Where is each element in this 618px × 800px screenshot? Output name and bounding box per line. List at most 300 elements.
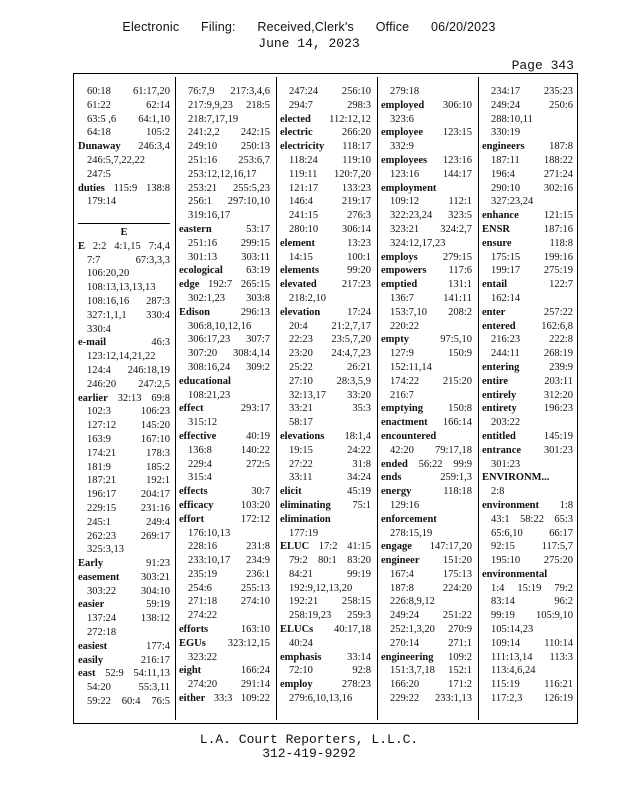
index-term: elevation [280, 306, 321, 318]
page-line-ref: 249:4 [146, 516, 170, 528]
index-entry [78, 667, 170, 681]
court-reporter-name: L.A. Court Reporters, L.L.C. [199, 732, 419, 747]
transcript-date: June 14, 2023 [258, 36, 360, 51]
page-line-ref: 304:10 [140, 585, 170, 597]
page-line-ref: 217:23 [341, 279, 371, 291]
page-line-ref: 306:14 [341, 223, 371, 235]
index-continuation [482, 664, 573, 678]
page-line-ref: 274:10 [240, 596, 270, 608]
page-line-ref: 229:15 [87, 502, 117, 514]
page-line-ref: 319:16,17 [188, 210, 231, 222]
index-term: elements [280, 265, 320, 277]
page-line-ref: 151:3,7,18 [390, 665, 435, 677]
page-line-ref: 276:3 [347, 210, 371, 222]
index-term: effect [179, 403, 204, 415]
page-line-ref: 247:5 [87, 168, 111, 180]
page-line-ref: 150:8 [448, 403, 472, 415]
page-line-ref: 235:23 [543, 86, 573, 97]
page-line-ref: 75:1 [352, 499, 371, 511]
index-entry [179, 664, 270, 678]
page-line-ref: 109:22 [240, 693, 270, 705]
column-rule [175, 77, 176, 720]
page-line-ref: 147:17,20 [429, 541, 472, 553]
page-line-ref: 63:19 [246, 265, 270, 277]
page-line-ref: 41:15 [347, 541, 371, 553]
index-term: employed [381, 99, 425, 111]
page-line-ref: 33:20 [347, 389, 371, 401]
index-term: element [280, 237, 315, 249]
index-continuation [381, 499, 472, 513]
index-term: electric [280, 127, 313, 139]
page-line-ref: 163:10 [240, 624, 270, 636]
page-line-ref: 64:18 [87, 127, 111, 139]
index-entry [179, 513, 270, 527]
index-entry [482, 223, 573, 237]
page-line-ref: 203:22 [491, 417, 521, 429]
page-line-ref: 33:21 [289, 403, 313, 415]
page-line-ref: 253:12,12,16,17 [188, 168, 257, 180]
page-line-ref: 30:7 [251, 486, 270, 498]
index-entry [280, 430, 371, 444]
index-entry [482, 306, 573, 320]
index-continuation [179, 582, 270, 596]
page-line-ref: 117:5,7 [541, 541, 573, 553]
page-line-ref: 33:11 [289, 472, 313, 484]
index-term: elected [280, 113, 311, 125]
index-term: ends [381, 472, 402, 484]
index-continuation [381, 692, 472, 706]
page-line-ref: 247:2,5 [138, 378, 170, 390]
page-line-ref: 218:7,17,19 [188, 113, 239, 125]
index-term: empty [381, 334, 409, 346]
index-term: educational [179, 375, 231, 387]
page-line-ref: 315:12 [188, 417, 218, 429]
page-line-ref: 60:4 [121, 696, 141, 708]
index-continuation [280, 389, 371, 403]
page-line-ref: 306:10 [442, 99, 472, 111]
page-line-ref: 258:15 [341, 596, 371, 608]
index-continuation [179, 389, 270, 403]
efiling-word: Electronic [122, 20, 180, 34]
page-line-ref: 246:3,4 [138, 141, 170, 153]
page-line-ref: 174:21 [87, 447, 117, 459]
page-line-ref: 62:14 [146, 99, 170, 111]
page-line-ref: 279:6,10,13,16 [289, 693, 353, 705]
page-line-ref: 27:10 [289, 375, 313, 387]
index-continuation [482, 582, 573, 596]
page-line-ref: 325:3,13 [87, 544, 125, 556]
court-reporter-phone: 312-419-9292 [262, 746, 356, 761]
index-term: entirety [482, 403, 517, 415]
page-line-ref: 118:18 [443, 486, 472, 498]
page-line-ref: 24:4,7,23 [331, 348, 371, 360]
index-term: east [78, 668, 96, 680]
index-term: entering [482, 361, 520, 373]
index-entry [482, 237, 573, 251]
index-continuation [482, 126, 573, 140]
index-term: electricity [280, 141, 325, 153]
index-continuation [78, 323, 170, 337]
index-term: efficacy [179, 499, 214, 511]
page-line-ref: 127:12 [87, 420, 117, 432]
page-line-ref: 13:23 [347, 237, 371, 249]
page-line-ref: 174:22 [390, 375, 420, 387]
index-continuation [381, 582, 472, 596]
index-continuation [381, 292, 472, 306]
index-continuation [381, 609, 472, 623]
index-continuation [179, 168, 270, 182]
index-continuation [78, 295, 170, 309]
page-line-ref: 172:12 [240, 513, 270, 525]
page-line-ref: 115:19 [491, 679, 520, 691]
index-entry [482, 320, 573, 334]
index-continuation [179, 85, 270, 99]
index-entry [78, 240, 170, 254]
page-line-ref: 244:11 [491, 348, 520, 360]
page-line-ref: 303:11 [241, 251, 270, 263]
index-entry [381, 540, 472, 554]
index-entry [179, 637, 270, 651]
page-line-ref: 266:20 [341, 127, 371, 139]
index-entry [179, 264, 270, 278]
index-continuation [280, 568, 371, 582]
page-line-ref: 121:15 [543, 210, 573, 222]
page-line-ref: 64:1,10 [138, 113, 170, 125]
page-line-ref: 118:8 [549, 237, 573, 249]
index-term: entrance [482, 444, 522, 456]
page-line-ref: 250:6 [549, 99, 573, 111]
page-line-ref: 226:8,9,12 [390, 596, 435, 608]
page-line-ref: 222:8 [549, 334, 573, 346]
index-continuation [381, 85, 472, 99]
index-entry [179, 692, 270, 706]
index-term: employee [381, 127, 423, 139]
index-entry [179, 485, 270, 499]
index-continuation [482, 292, 573, 306]
page-line-ref: 58:17 [289, 417, 313, 429]
index-continuation [78, 378, 170, 392]
index-continuation [482, 595, 573, 609]
page-line-ref: 17:24 [347, 306, 371, 318]
index-term: efforts [179, 624, 209, 636]
page-line-ref: 79:2 [289, 555, 308, 567]
index-term: environmental [482, 568, 548, 580]
page-line-ref: 259:1,3 [440, 472, 472, 484]
page-line-ref: 72:10 [289, 665, 313, 677]
index-continuation [482, 513, 573, 527]
page-line-ref: 187:16 [543, 223, 573, 235]
page-line-ref: 187:21 [87, 475, 117, 487]
index-entry [482, 499, 573, 513]
index-continuation [78, 113, 170, 127]
page-line-ref: 185:2 [146, 461, 170, 473]
page-line-ref: 315:4 [188, 472, 212, 484]
index-continuation [179, 347, 270, 361]
index-term: ended [381, 458, 408, 470]
page-line-ref: 187:8 [549, 141, 573, 153]
page-line-ref: 188:22 [543, 154, 573, 166]
index-continuation [381, 113, 472, 127]
index-entry [280, 678, 371, 692]
page-line-ref: 26:21 [347, 361, 371, 373]
index-term: effective [179, 430, 217, 442]
page-line-ref: 105:2 [146, 127, 170, 139]
page-line-ref: 216:17 [140, 654, 170, 666]
page-line-ref: 166:24 [240, 665, 270, 677]
index-continuation [78, 585, 170, 599]
index-entry [482, 278, 573, 292]
page-line-ref: 112:1 [448, 196, 472, 208]
page-line-ref: 301:13 [188, 251, 218, 263]
page-line-ref: 126:19 [543, 693, 573, 705]
index-continuation [482, 527, 573, 541]
index-continuation [78, 267, 170, 281]
index-continuation [482, 154, 573, 168]
index-continuation [381, 375, 472, 389]
index-entry [280, 278, 371, 292]
page-line-ref: 293:17 [240, 403, 270, 415]
index-term: effort [179, 513, 205, 525]
page-line-ref: 275:20 [543, 555, 573, 567]
index-entry [280, 264, 371, 278]
page-line-ref: 234:17 [491, 86, 521, 97]
page-line-ref: 253:21 [188, 182, 218, 194]
page-line-ref: 257:22 [543, 306, 573, 318]
page-line-ref: 229:4 [188, 458, 212, 470]
page-line-ref: 224:20 [442, 582, 472, 594]
index-term: ELUC [280, 541, 310, 553]
index-term: energy [381, 486, 412, 498]
index-term: elimination [280, 513, 331, 525]
page-line-ref: 22:23 [289, 334, 313, 346]
index-column-1 [78, 85, 170, 709]
page-line-ref: 270:14 [390, 637, 420, 649]
page-line-ref: 145:19 [543, 430, 573, 442]
page-line-ref: 246:20 [87, 378, 117, 390]
page-line-ref: 265:15 [240, 279, 270, 291]
index-column-3 [280, 85, 371, 706]
page-line-ref: 233:1,13 [434, 693, 472, 705]
index-entry [381, 430, 472, 444]
page-line-ref: 241:15 [289, 210, 319, 222]
page-line-ref: 303:21 [140, 571, 170, 583]
index-continuation [381, 637, 472, 651]
page-line-ref: 203:11 [544, 375, 573, 387]
index-continuation [381, 568, 472, 582]
page-line-ref: 59:22 [87, 696, 111, 708]
page-line-ref: 247:24 [289, 86, 319, 97]
index-term: engage [381, 541, 412, 553]
page-line-ref: 323:22 [188, 651, 218, 663]
index-term: eliminating [280, 499, 331, 511]
page-line-ref: 298:3 [347, 99, 371, 111]
page-line-ref: 254:6 [188, 582, 212, 594]
index-continuation [179, 182, 270, 196]
page-line-ref: 256:10 [341, 86, 371, 97]
index-entry [381, 278, 472, 292]
page-line-ref: 307:20 [188, 348, 218, 360]
page-line-ref: 218:5 [246, 99, 270, 111]
page-line-ref: 291:14 [240, 679, 270, 691]
index-term: employ [280, 679, 313, 691]
page-line-ref: 167:4 [390, 568, 414, 580]
page-line-ref: 306:17,23 [188, 334, 231, 346]
page-line-ref: 83:14 [491, 596, 515, 608]
page-line-ref: 56:22 [418, 458, 443, 470]
index-continuation [179, 126, 270, 140]
page-line-ref: 208:2 [448, 306, 472, 318]
page-line-ref: 252:1,3,20 [390, 624, 435, 636]
index-continuation [482, 251, 573, 265]
page-line-ref: 1:4 [491, 582, 505, 594]
page-line-ref: 54:11,13 [133, 668, 170, 680]
index-continuation [78, 281, 170, 295]
index-continuation [280, 361, 371, 375]
index-continuation [381, 444, 472, 458]
page-line-ref: 175:15 [491, 251, 521, 263]
index-entry [482, 389, 573, 403]
page-line-ref: 199:16 [543, 251, 573, 263]
index-entry [482, 375, 573, 389]
page-line-ref: 272:18 [87, 627, 117, 639]
page-line-ref: 322:23,24 [390, 210, 433, 222]
index-entry [78, 598, 170, 612]
index-continuation [381, 168, 472, 182]
page-line-ref: 288:10,11 [491, 113, 533, 125]
index-term: e-mail [78, 337, 106, 349]
index-term: edge [179, 279, 200, 291]
page-line-ref: 109:12 [390, 196, 420, 208]
page-line-ref: 330:4 [146, 309, 170, 321]
page-line-ref: 323:6 [390, 113, 414, 125]
page-line-ref: 251:16 [188, 154, 218, 166]
page-line-ref: 217:9,9,23 [188, 99, 233, 111]
page-line-ref: 271:24 [543, 168, 573, 180]
page-line-ref: 287:3 [146, 295, 170, 307]
page-line-ref: 46:3 [151, 337, 170, 349]
index-column-4 [381, 85, 472, 706]
index-term: entirely [482, 389, 517, 401]
page-line-ref: 303:22 [87, 585, 117, 597]
page-number: Page 343 [511, 58, 574, 73]
index-term: easiest [78, 640, 108, 652]
page-line-ref: 249:10 [188, 141, 218, 153]
page-line-ref: 192:9,12,13,20 [289, 582, 353, 594]
index-term: earlier [78, 392, 108, 404]
page-line-ref: 137:24 [87, 613, 117, 625]
index-term: elicit [280, 486, 302, 498]
index-entry [381, 264, 472, 278]
page-line-ref: 309:2 [246, 361, 270, 373]
index-term: employs [381, 251, 418, 263]
page-line-ref: 55:3,11 [138, 682, 170, 694]
efiling-word: Filing: [200, 20, 236, 34]
index-continuation [179, 678, 270, 692]
index-continuation [482, 264, 573, 278]
page-line-ref: 242:15 [240, 127, 270, 139]
page-line-ref: 92:8 [352, 665, 371, 677]
index-continuation [78, 85, 170, 99]
index-continuation [179, 444, 270, 458]
index-continuation [179, 154, 270, 168]
page-line-ref: 121:17 [289, 182, 319, 194]
index-continuation [280, 637, 371, 651]
index-continuation [78, 154, 170, 168]
index-continuation [280, 223, 371, 237]
page-line-ref: 45:19 [347, 486, 371, 498]
page-line-ref: 108:21,23 [188, 389, 231, 401]
page-line-ref: 196:23 [543, 403, 573, 415]
page-line-ref: 199:17 [491, 265, 521, 277]
page-line-ref: 324:12,17,23 [390, 237, 446, 249]
efiling-stamp [0, 20, 618, 34]
page-line-ref: 76:7,9 [188, 86, 215, 97]
index-continuation [179, 471, 270, 485]
page-line-ref: 146:4 [289, 196, 313, 208]
index-continuation [179, 361, 270, 375]
page-line-ref: 96:2 [554, 596, 573, 608]
index-entry [179, 375, 270, 389]
index-term: encountered [381, 430, 437, 442]
page-line-ref: 103:20 [240, 499, 270, 511]
page-line-ref: 215:20 [442, 375, 472, 387]
index-continuation [381, 664, 472, 678]
index-entry [179, 402, 270, 416]
index-entry [381, 99, 472, 113]
page-line-ref: 246:18,19 [127, 364, 170, 376]
index-term: elevated [280, 279, 317, 291]
page-line-ref: 136:7 [390, 292, 414, 304]
page-line-ref: 136:8 [188, 444, 212, 456]
page-line-ref: 216:23 [491, 334, 521, 346]
page-line-ref: 278:23 [341, 679, 371, 691]
index-continuation [482, 347, 573, 361]
page-line-ref: 58:22 [520, 513, 544, 525]
index-term: E [78, 240, 86, 252]
index-continuation [381, 595, 472, 609]
page-line-ref: 66:17 [549, 527, 573, 539]
page-line-ref: 251:16 [188, 237, 218, 249]
page-line-ref: 118:17 [342, 141, 371, 153]
page-line-ref: 324:2,7 [440, 223, 472, 235]
page-line-ref: 301:23 [543, 444, 573, 456]
index-continuation [280, 375, 371, 389]
index-continuation [280, 99, 371, 113]
page-line-ref: 91:23 [146, 558, 170, 570]
page-line-ref: 253:6,7 [238, 154, 270, 166]
page-line-ref: 7:4,4 [148, 240, 170, 252]
page-line-ref: 271:18 [188, 596, 218, 608]
page-line-ref: 119:11 [289, 168, 318, 180]
page-line-ref: 171:2 [448, 679, 472, 691]
index-entry [179, 306, 270, 320]
index-term: entire [482, 375, 509, 387]
page-line-ref: 31:8 [352, 458, 371, 470]
page-line-ref: 166:20 [390, 679, 420, 691]
page-line-ref: 105:9,10 [535, 610, 573, 622]
page-line-ref: 269:17 [140, 530, 170, 542]
index-entry [78, 392, 170, 406]
index-continuation [280, 168, 371, 182]
index-term: ELUCs [280, 624, 314, 636]
index-term: entitled [482, 430, 516, 442]
page-line-ref: 99:20 [347, 265, 371, 277]
page-line-ref: 234:9 [246, 555, 270, 567]
page-line-ref: 162:6,8 [541, 320, 573, 332]
index-entry [280, 540, 371, 554]
index-continuation [381, 347, 472, 361]
page-line-ref: 118:24 [289, 154, 318, 166]
